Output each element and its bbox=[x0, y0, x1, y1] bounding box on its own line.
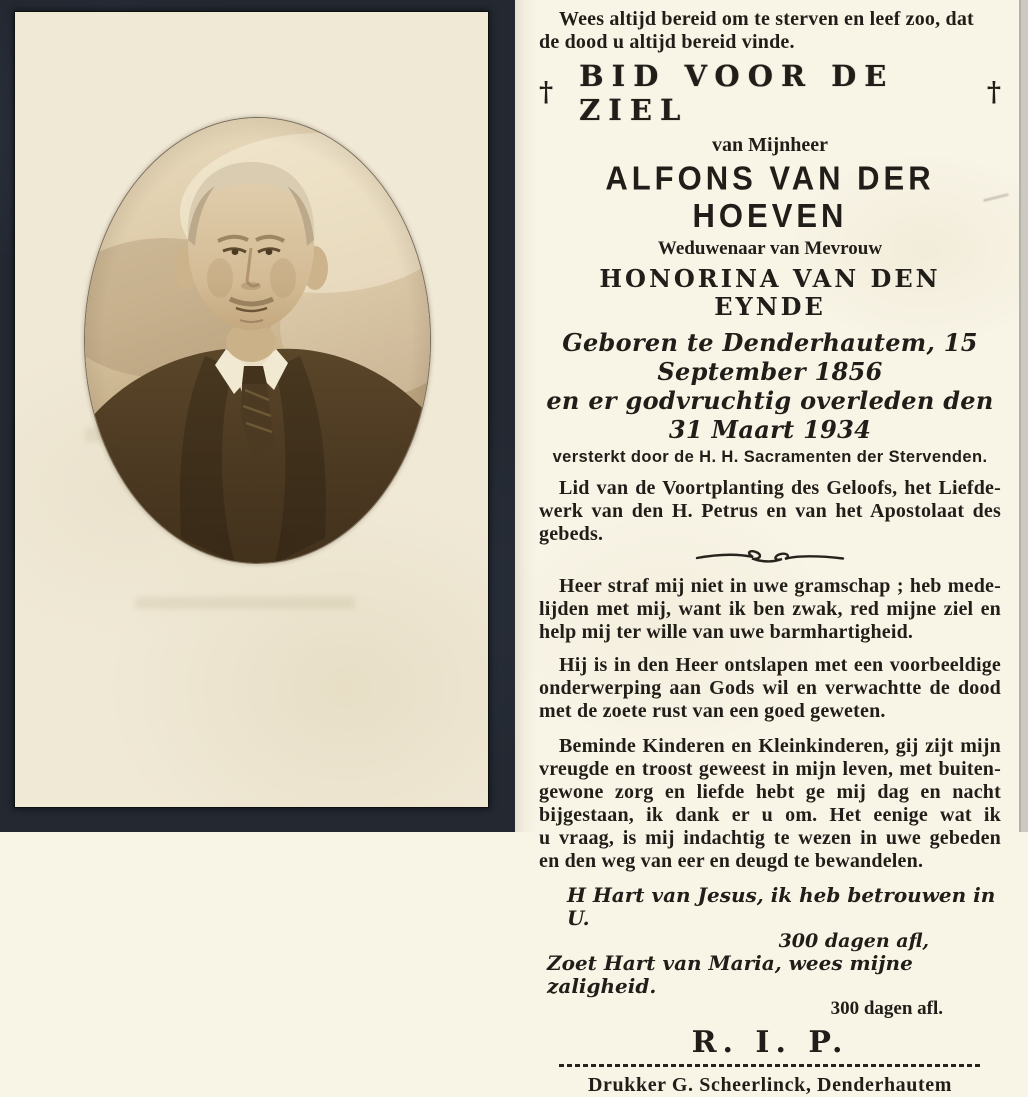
membership-line: Lid van de Voortplanting des Geloofs, het Liefde- bbox=[559, 477, 1001, 499]
invocations-block bbox=[539, 884, 1001, 1020]
cross-icon: † bbox=[539, 77, 554, 108]
jesus-indulgence: 300 dagen afl, bbox=[778, 930, 929, 952]
portrait-photo bbox=[85, 118, 430, 563]
membership-line: gebeds. bbox=[539, 523, 604, 545]
dashed-rule bbox=[559, 1064, 981, 1067]
bid-voor-de-ziel-heading bbox=[539, 59, 1001, 127]
maria-invocation: Zoet Hart van Maria, wees mijne zaligheid. bbox=[547, 951, 913, 998]
intro-paragraph bbox=[539, 8, 1001, 54]
relation-line: Weduwenaar van Mevrouw bbox=[657, 238, 883, 259]
divider bbox=[539, 549, 1001, 565]
bleed-through-smudge bbox=[135, 597, 355, 609]
farewell-line: u vraag, is mij indachtig te wezen in uwe gebeden bbox=[539, 827, 1001, 849]
maria-indulgence: 300 dagen afl. bbox=[830, 998, 943, 1019]
jesus-invocation: H Hart van Jesus, ik heb betrouwen in U. bbox=[567, 883, 996, 930]
prayer1-line: lijden met mij, want ik ben zwak, red mijne ziel en bbox=[539, 598, 1001, 620]
prayer2-line: onderwerping aan Gods wil en verwachtte de dood bbox=[539, 677, 1001, 699]
intro-line: de dood u altijd bereid vinde. bbox=[539, 31, 795, 53]
spouse-name: HONORINA VAN DEN EYNDE bbox=[599, 264, 941, 321]
bid-title: BID VOOR DE ZIEL bbox=[579, 59, 895, 127]
prayer-paragraph-2 bbox=[539, 654, 1001, 723]
divider-flourish-icon bbox=[695, 549, 845, 564]
born-line: Geboren te Denderhautem, 15 September 1856 bbox=[562, 328, 978, 386]
photo-panel bbox=[0, 0, 515, 832]
farewell-line: en den weg van eer en deugd te bewandelen. bbox=[539, 850, 924, 872]
printer-line: Drukker G. Scheerlinck, Denderhautem bbox=[588, 1074, 952, 1096]
membership-line: werk van den H. Petrus en van het Apostolaat des bbox=[539, 500, 1001, 522]
farewell-paragraph bbox=[539, 735, 1001, 873]
died-line: en er godvruchtig overleden den 31 Maart 1934 bbox=[546, 386, 994, 444]
prayer1-line: help mij ter wille van uwe barmhartigheid. bbox=[539, 621, 914, 643]
membership-paragraph bbox=[539, 477, 1001, 546]
text-panel bbox=[515, 0, 1028, 1096]
prayer2-line: met de zoete rust van een goed geweten. bbox=[539, 700, 886, 722]
cross-icon: † bbox=[986, 77, 1001, 108]
life-dates bbox=[539, 328, 1001, 467]
photo-card-paper bbox=[15, 12, 488, 807]
rip-line: R. I. P. bbox=[691, 1025, 849, 1060]
farewell-line: bijgestaan, ik dank er u om. Het eenige wat ik bbox=[539, 804, 1001, 826]
scan-edge bbox=[1019, 0, 1028, 832]
farewell-line: gewone zorg en liefde hebt ge mij dag en nacht bbox=[539, 781, 1001, 803]
sacraments-line: versterkt door de H. H. Sacramenten der Stervenden. bbox=[552, 448, 988, 466]
prayer1-line: Heer straf mij niet in uwe gramschap ; heb mede- bbox=[559, 575, 1001, 597]
farewell-line: vreugde en troost geweest in mijn leven, met buiten- bbox=[539, 758, 1001, 780]
prayer2-line: Hij is in den Heer ontslapen met een voorbeeldige bbox=[559, 654, 1001, 676]
prayer-paragraph-1 bbox=[539, 575, 1001, 644]
intro-line: Wees altijd bereid om te sterven en leef zoo, dat bbox=[559, 8, 974, 30]
memorial-text bbox=[539, 8, 1001, 1097]
portrait-illustration bbox=[85, 118, 430, 563]
subtitle: van Mijnheer bbox=[711, 134, 829, 156]
farewell-line: Beminde Kinderen en Kleinkinderen, gij zijt mijn bbox=[559, 735, 1001, 757]
deceased-name: ALFONS VAN DER HOEVEN bbox=[605, 159, 935, 235]
